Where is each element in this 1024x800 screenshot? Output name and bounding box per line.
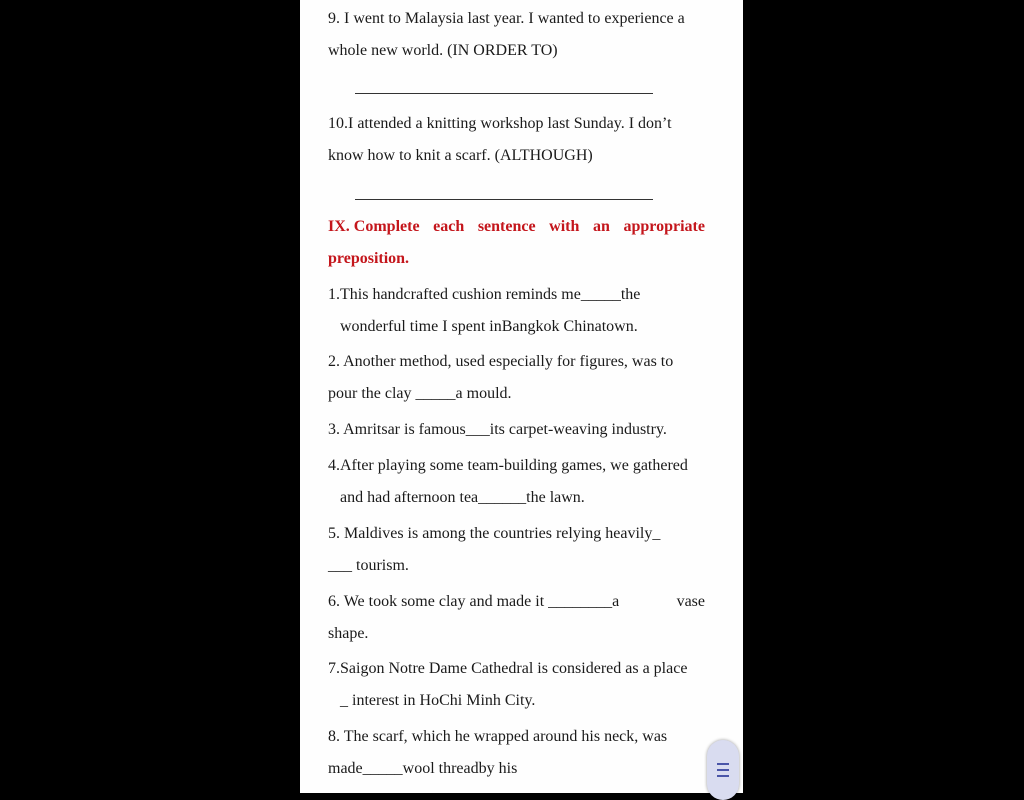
item-5-line-2: ___ tourism. <box>328 557 409 574</box>
item-2-line-2: pour the clay _____a mould. <box>328 385 512 402</box>
blank-5[interactable]: ___ <box>328 557 352 574</box>
scroll-handle[interactable] <box>707 740 739 800</box>
blank-2[interactable]: _____ <box>415 385 456 402</box>
item-6-line-1: 6. We took some clay and made it ________a vase <box>328 593 705 610</box>
question-10-line-1: 10.I attended a knitting workshop last Sunday. I don’t <box>328 115 672 132</box>
item-4-line-1: 4.After playing some team-building games, we gathered <box>328 457 688 474</box>
blank-3[interactable]: ___ <box>465 421 490 438</box>
section-heading-line-2: preposition. <box>328 250 410 267</box>
blank-4[interactable]: ______ <box>478 489 527 506</box>
item-5-line-1: 5. Maldives is among the countries relying heavily_ <box>328 525 661 542</box>
question-9-line-1: 9. I went to Malaysia last year. I wanted to experience a <box>328 10 685 27</box>
item-4-line-2: and had afternoon tea______the lawn. <box>340 489 585 506</box>
blank-1[interactable]: _____ <box>580 286 621 303</box>
item-8-line-2: made_____wool threadby his <box>328 760 518 777</box>
answer-line-10[interactable] <box>355 199 653 200</box>
drag-handle-icon <box>717 763 729 777</box>
blank-7[interactable]: _ <box>340 692 348 709</box>
item-1-line-2: wonderful time I spent inBangkok Chinatown. <box>340 318 638 335</box>
blank-8[interactable]: _____ <box>362 760 403 777</box>
answer-line-9[interactable] <box>355 93 653 94</box>
item-7-line-2: _ interest in HoChi Minh City. <box>340 692 536 709</box>
question-9-line-2: whole new world. (IN ORDER TO) <box>328 42 558 59</box>
item-6-line-2: shape. <box>328 625 369 642</box>
item-1-line-1: 1.This handcrafted cushion reminds me_____the <box>328 286 641 303</box>
section-heading: IX. Complete each sentence with an appropriate <box>328 218 705 235</box>
item-2-line-1: 2. Another method, used especially for figures, was to <box>328 353 674 370</box>
item-8-line-1: 8. The scarf, which he wrapped around his neck, was <box>328 728 668 745</box>
blank-6[interactable]: ________ <box>548 593 613 610</box>
item-7-line-1: 7.Saigon Notre Dame Cathedral is considered as a place <box>328 660 688 677</box>
question-10-line-2: know how to knit a scarf. (ALTHOUGH) <box>328 147 593 164</box>
worksheet-page <box>300 0 743 793</box>
item-3-line-1: 3. Amritsar is famous___its carpet-weaving industry. <box>328 421 667 438</box>
